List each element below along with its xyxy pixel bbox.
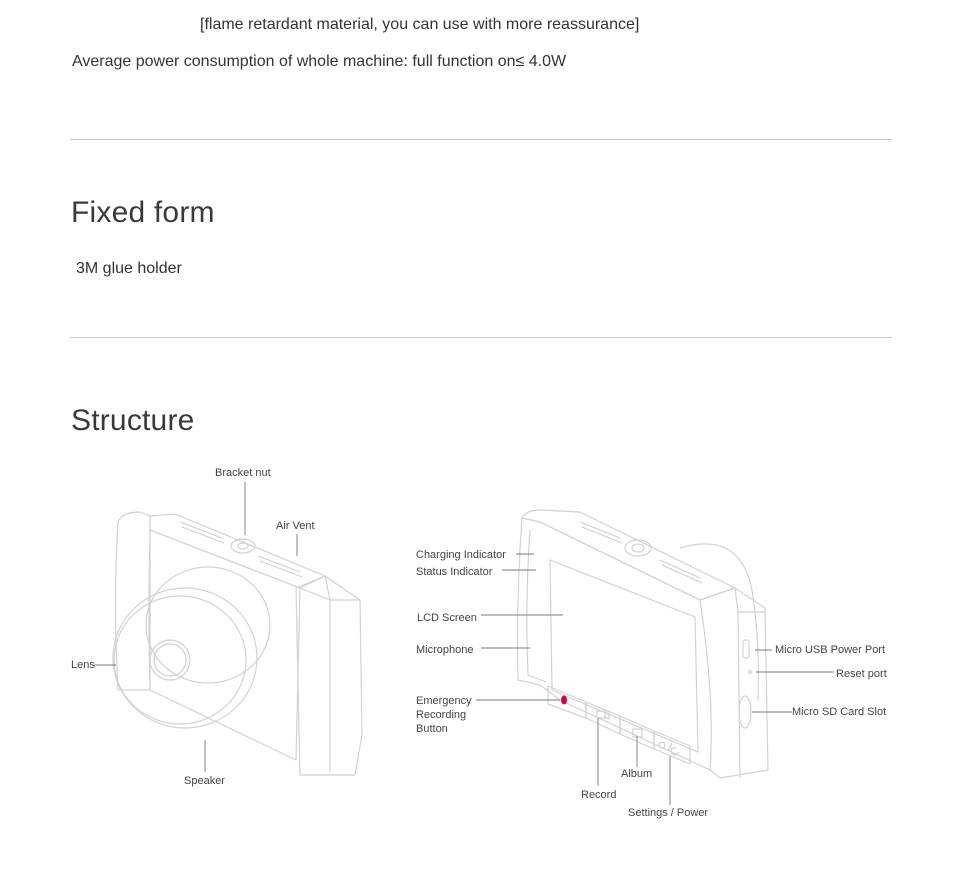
power-consumption-spec: Average power consumption of whole machine: full function on≤ 4.0W [72,53,567,70]
emergency-button-dot [561,696,567,705]
label-bracket-nut: Bracket nut [215,467,271,479]
fixed-form-description: 3M glue holder [76,260,182,277]
label-charging-indicator: Charging Indicator [416,549,506,561]
label-emergency-recording-button: Emergency Recording Button [416,695,472,735]
back-camera-illustration [518,510,769,778]
label-air-vent: Air Vent [276,520,315,532]
material-note: [flame retardant material, you can use with more reassurance] [200,16,640,33]
label-status-indicator: Status Indicator [416,566,493,578]
label-reset-port: Reset port [836,668,887,680]
label-speaker: Speaker [184,775,225,787]
label-album: Album [621,768,653,780]
label-lens: Lens [71,659,95,671]
section-title-fixed-form: Fixed form [71,196,215,229]
label-micro-usb-power-port: Micro USB Power Port [775,644,886,656]
label-settings-power: Settings / Power [628,807,709,819]
label-micro-sd-card-slot: Micro SD Card Slot [792,706,887,718]
label-lcd-screen: LCD Screen [417,612,477,624]
label-microphone: Microphone [416,644,474,656]
label-record: Record [581,789,617,801]
front-camera-illustration [113,512,362,775]
section-title-structure: Structure [71,404,195,437]
